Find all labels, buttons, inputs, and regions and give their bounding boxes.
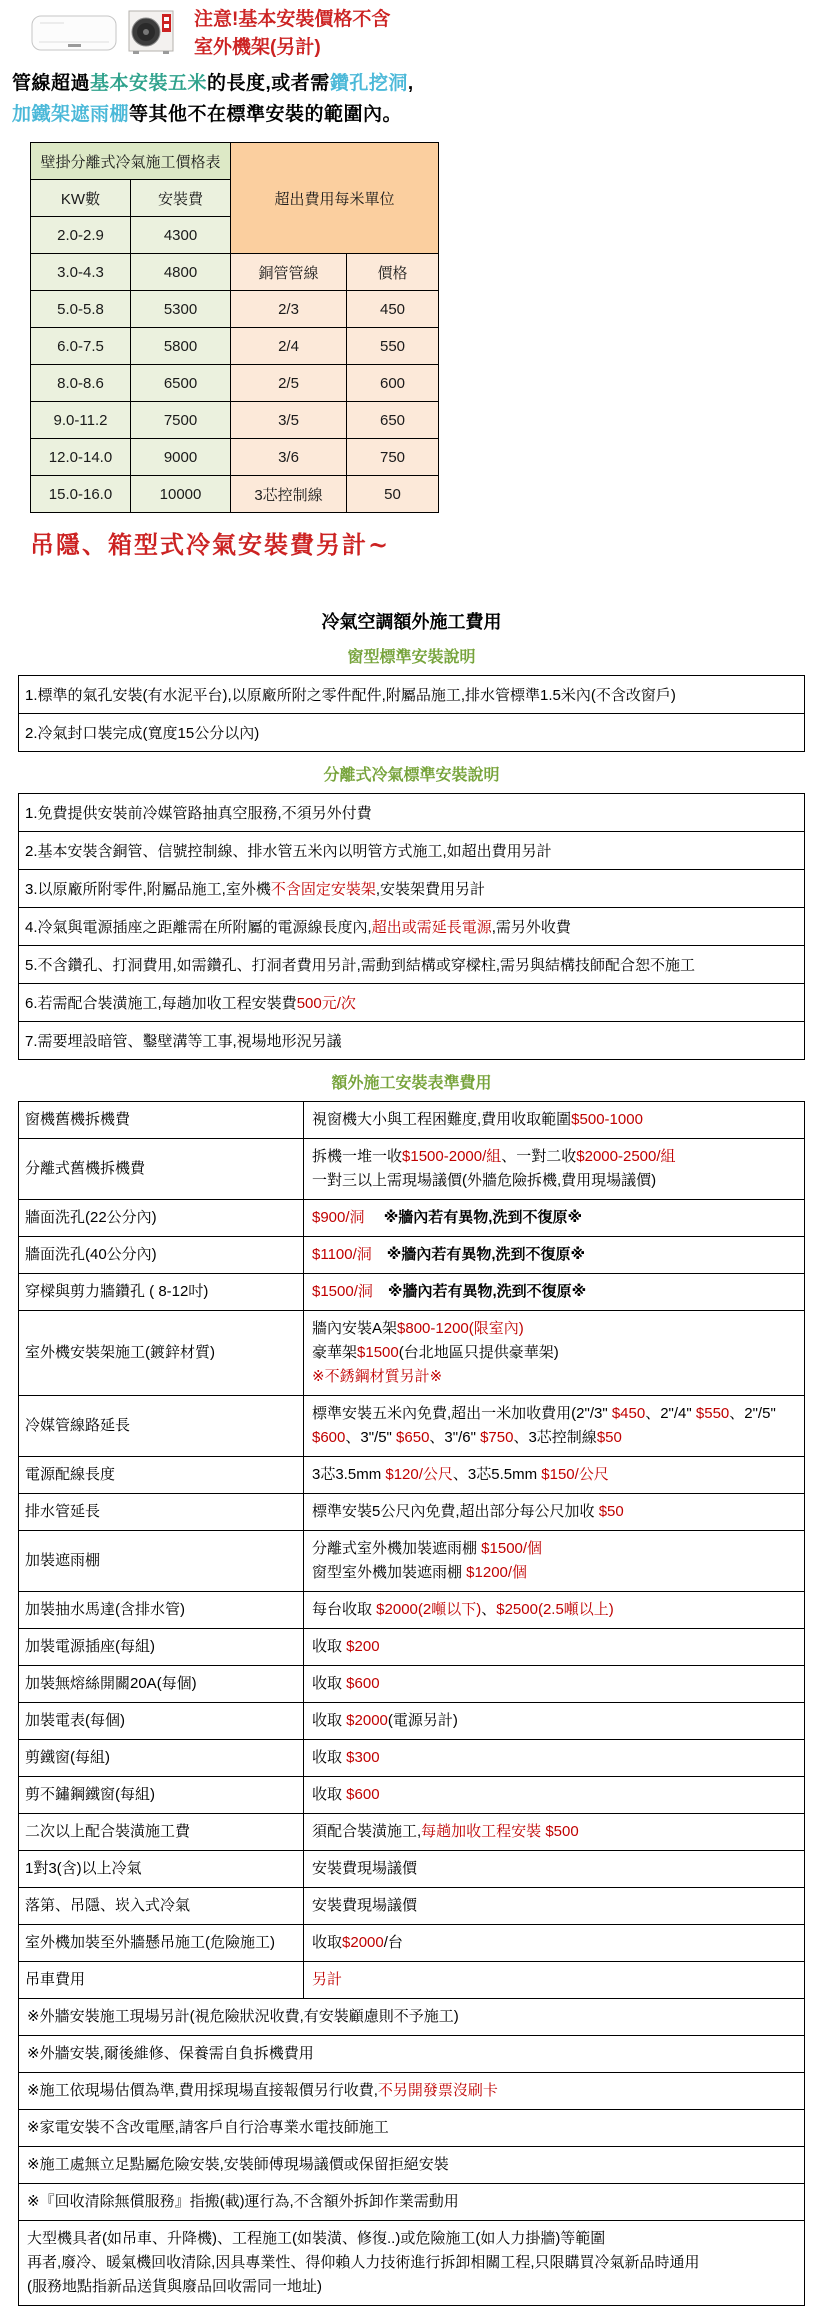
- text-segment: (電源另計): [387, 1712, 458, 1729]
- text-segment: 標準安裝5公尺內免費,超出部分每公尺加收: [312, 1503, 599, 1520]
- extra-fees-heading: 額外施工安裝表準費用: [331, 1075, 492, 1092]
- fee-value: [304, 1494, 805, 1531]
- split-install-table-body: [19, 794, 805, 1060]
- fee-row: [19, 1777, 805, 1814]
- text-segment: 標準安裝五米內免費,超出一米加收費用(2"/3": [312, 1405, 612, 1422]
- fee-value-line: [312, 1108, 796, 1132]
- fee-value-line: [312, 1968, 796, 1992]
- text-segment: ※牆內若有異物,洗到不復原※: [383, 1209, 583, 1226]
- fee-value-line: [312, 1857, 796, 1881]
- text-segment: 加鐵架遮雨棚: [12, 104, 130, 125]
- text-segment: 窗型室外機加裝遮雨棚: [312, 1564, 467, 1581]
- fee-label: 室外機安裝架施工(鍍鋅材質): [19, 1311, 304, 1396]
- text-segment: $1100/洞: [312, 1246, 372, 1263]
- wall-split-price-table: [30, 142, 439, 513]
- text-segment: /台: [383, 1934, 403, 1951]
- fee-label: 窗機舊機拆機費: [19, 1102, 304, 1139]
- fee-row: [19, 1200, 805, 1237]
- fee-row: [19, 1962, 805, 1999]
- text-segment: $50: [598, 1503, 624, 1520]
- pipe-price-cell: 600: [347, 365, 439, 402]
- extra-fees-table: [18, 1101, 805, 2306]
- installation-notice: [194, 6, 390, 62]
- text-segment: $150/公尺: [541, 1466, 609, 1483]
- text-segment: ※外牆安裝,爾後維修、保養需自負拆機費用: [27, 2045, 314, 2062]
- list-item: [19, 984, 805, 1022]
- fee-value-line: [312, 1746, 796, 1770]
- footer-line: [27, 2227, 796, 2251]
- fee-row: [19, 1814, 805, 1851]
- text-segment: 的長度,或者需: [207, 73, 330, 94]
- pipe-price-cell: 450: [347, 291, 439, 328]
- install-fee-cell: 7500: [131, 402, 231, 439]
- window-install-table: [18, 675, 805, 752]
- text-segment: $650: [396, 1429, 430, 1446]
- fee-label: 加裝抽水馬達(含排水管): [19, 1592, 304, 1629]
- pipe-price-cell: 價格: [347, 254, 439, 291]
- text-segment: $550: [695, 1405, 730, 1422]
- fee-row: [19, 1139, 805, 1200]
- text-segment: 4.冷氣與電源插座之距離需在所附屬的電源線長度內,: [25, 919, 372, 936]
- window-install-table-body: [19, 676, 805, 752]
- note-row: [19, 2110, 805, 2147]
- fee-label: 排水管延長: [19, 1494, 304, 1531]
- pipe-cell: 2/5: [231, 365, 347, 402]
- text-segment: 安裝費現場議價: [312, 1897, 418, 1914]
- price-table-row: [31, 439, 439, 476]
- text-segment: 、2"/5": [729, 1405, 776, 1422]
- text-segment: 500元/次: [296, 995, 356, 1012]
- text-segment: 收取: [312, 1675, 347, 1692]
- kw-cell: 15.0-16.0: [31, 476, 131, 513]
- fee-row: [19, 1629, 805, 1666]
- fee-value-line: [312, 1635, 796, 1659]
- pipe-cell: 3/5: [231, 402, 347, 439]
- text-segment: $800-1200(限室內): [397, 1320, 524, 1337]
- hanging-type-note: 吊隱、箱型式冷氣安裝費另計~: [30, 530, 391, 559]
- note-row: [19, 2184, 805, 2221]
- text-segment: 、一對二收: [501, 1148, 577, 1165]
- text-segment: 等其他不在標準安裝的範圍內。: [129, 104, 403, 125]
- fee-row: [19, 1457, 805, 1494]
- section-title: 冷氣空調額外施工費用: [321, 612, 502, 632]
- pipe-price-cell: 750: [347, 439, 439, 476]
- text-segment: ※施工依現場估價為準,費用採現場直接報價另行收費,: [27, 2082, 378, 2099]
- text-segment: 安裝費現場議價: [312, 1860, 418, 1877]
- fee-label: 1對3(含)以上冷氣: [19, 1851, 304, 1888]
- intro-paragraph: [0, 68, 823, 130]
- text-segment: 牆內安裝A架: [312, 1320, 398, 1337]
- text-segment: 、3"/5": [345, 1429, 397, 1446]
- fee-value-line: [312, 1561, 796, 1585]
- list-item-text: [19, 908, 805, 946]
- text-segment: 、3"/6": [429, 1429, 481, 1446]
- list-item-text: [19, 946, 805, 984]
- text-segment: $2000: [346, 1712, 388, 1729]
- fee-value-line: [312, 1341, 796, 1365]
- fee-label: 剪不鏽鋼鐵窗(每組): [19, 1777, 304, 1814]
- text-segment: ,安裝架費用另計: [375, 881, 486, 898]
- fee-value-line: [312, 1243, 796, 1267]
- fee-label: 加裝無熔絲開關20A(每個): [19, 1666, 304, 1703]
- fee-row: [19, 1703, 805, 1740]
- outdoor-unit-image: [126, 6, 178, 58]
- install-fee-cell: 10000: [131, 476, 231, 513]
- text-segment: 7.需要埋設暗管、鑿壁溝等工事,視場地形況另議: [25, 1033, 342, 1050]
- fee-value: [304, 1629, 805, 1666]
- text-segment: $450: [611, 1405, 646, 1422]
- fee-value: [304, 1396, 805, 1457]
- install-fee-cell: 9000: [131, 439, 231, 476]
- text-segment: $1500-2000/組: [402, 1148, 502, 1165]
- note-text: [19, 2073, 805, 2110]
- text-segment: 鑽孔挖洞: [329, 73, 408, 94]
- text-segment: 豪華架: [312, 1344, 358, 1361]
- text-segment: $1500/個: [481, 1540, 543, 1557]
- text-segment: 、3芯控制線: [513, 1429, 597, 1446]
- text-segment: $600: [346, 1786, 380, 1803]
- list-item-text: [19, 714, 805, 752]
- text-segment: 基本安裝五米: [90, 73, 208, 94]
- list-item: [19, 870, 805, 908]
- fee-value-line: [312, 1317, 796, 1341]
- text-segment: $300: [346, 1749, 380, 1766]
- fee-label: 室外機加裝至外牆懸吊施工(危險施工): [19, 1925, 304, 1962]
- fee-value: [304, 1274, 805, 1311]
- list-item: [19, 794, 805, 832]
- fee-label: 牆面洗孔(22公分內): [19, 1200, 304, 1237]
- text-segment: 收取: [312, 1638, 347, 1655]
- fee-value-line: [312, 1145, 796, 1169]
- fee-label: 冷媒管線路延長: [19, 1396, 304, 1457]
- fee-value: [304, 1139, 805, 1200]
- text-segment: 再者,廢冷、暖氣機回收清除,因具專業性、得仰賴人力技術進行拆卸相關工程,只限購買冷氣新品時通用: [27, 2254, 700, 2271]
- text-segment: [373, 1283, 388, 1300]
- text-segment: 、: [481, 1601, 497, 1618]
- list-item-text: [19, 1022, 805, 1060]
- price-column-header: KW數: [31, 180, 131, 217]
- text-segment: 6.若需配合裝潢施工,每趟加收工程安裝費: [25, 995, 297, 1012]
- text-segment: 每趟加收工程安裝 $500: [421, 1823, 579, 1840]
- fee-value: [304, 1311, 805, 1396]
- fee-row: [19, 1494, 805, 1531]
- fee-value-line: [312, 1402, 796, 1450]
- text-segment: 另計: [312, 1971, 343, 1988]
- footer-line: [27, 2275, 796, 2299]
- text-segment: 2.冷氣封口裝完成(寬度15公分以內): [25, 725, 260, 742]
- fee-label: 加裝電表(每個): [19, 1703, 304, 1740]
- fee-value-line: [312, 1500, 796, 1524]
- text-segment: 大型機具者(如吊車、升降機)、工程施工(如裝潢、修復..)或危險施工(如人力掛牆)等範圍: [27, 2230, 606, 2247]
- fee-label: 分離式舊機拆機費: [19, 1139, 304, 1200]
- fee-value: [304, 1666, 805, 1703]
- text-segment: $120/公尺: [385, 1466, 453, 1483]
- fee-value: [304, 1200, 805, 1237]
- kw-cell: 12.0-14.0: [31, 439, 131, 476]
- fee-value: [304, 1740, 805, 1777]
- price-table-body: [31, 143, 439, 513]
- text-segment: [372, 1246, 387, 1263]
- pipe-price-cell: 550: [347, 328, 439, 365]
- text-segment: 1.標準的氣孔安裝(有水泥平台),以原廠所附之零件配件,附屬品施工,排水管標準1.5米內(不含改窗戶): [25, 687, 676, 704]
- price-column-header: 安裝費: [131, 180, 231, 217]
- text-segment: 不另開發票沒刷卡: [377, 2082, 498, 2099]
- note-row: [19, 2036, 805, 2073]
- fee-value-line: [312, 1463, 796, 1487]
- fee-row: [19, 1666, 805, 1703]
- product-images: [30, 6, 178, 58]
- footer-line: [27, 2251, 796, 2275]
- install-fee-cell: 6500: [131, 365, 231, 402]
- text-segment: ※牆內若有異物,洗到不復原※: [387, 1283, 587, 1300]
- text-segment: 分離式室外機加裝遮雨棚: [312, 1540, 482, 1557]
- notice-line-2: 室外機架(另計): [194, 37, 321, 58]
- text-segment: ,: [407, 73, 414, 94]
- fee-row: [19, 1102, 805, 1139]
- fee-value-line: [312, 1783, 796, 1807]
- fee-label: 剪鐵窗(每組): [19, 1740, 304, 1777]
- list-item-text: [19, 870, 805, 908]
- price-table-row: [31, 476, 439, 513]
- text-segment: 、2"/4": [645, 1405, 696, 1422]
- text-segment: 3芯3.5mm: [312, 1466, 386, 1483]
- note-row: [19, 1999, 805, 2036]
- fee-value-line: [312, 1206, 796, 1230]
- note-text: [19, 1999, 805, 2036]
- text-segment: ※不銹鋼材質另計※: [312, 1368, 443, 1385]
- header-section: [0, 6, 823, 62]
- note-row: [19, 2073, 805, 2110]
- text-segment: 視窗機大小與工程困難度,費用收取範圍: [312, 1111, 572, 1128]
- text-segment: ※外牆安裝施工現場另計(視危險狀況收費,有安裝顧慮則不予施工): [27, 2008, 459, 2025]
- price-table-row: [31, 254, 439, 291]
- fee-value-line: [312, 1537, 796, 1561]
- fee-value-line: [312, 1365, 796, 1389]
- window-install-heading: 窗型標準安裝說明: [347, 649, 476, 666]
- text-segment: $900/洞: [312, 1209, 365, 1226]
- text-segment: $200: [346, 1638, 380, 1655]
- install-fee-cell: 5300: [131, 291, 231, 328]
- fee-row: [19, 1592, 805, 1629]
- fee-value: [304, 1888, 805, 1925]
- text-segment: 不含固定安裝架: [270, 881, 376, 898]
- notice-line-1: 注意!基本安裝價格不含: [194, 9, 391, 30]
- text-segment: ※牆內若有異物,洗到不復原※: [386, 1246, 586, 1263]
- list-item: [19, 714, 805, 752]
- fee-row: [19, 1740, 805, 1777]
- text-segment: 5.不含鑽孔、打洞費用,如需鑽孔、打洞者費用另計,需動到結構或穿樑柱,需另與結構技師配合恕不施工: [25, 957, 696, 974]
- text-segment: $50: [596, 1429, 622, 1446]
- kw-cell: 6.0-7.5: [31, 328, 131, 365]
- split-install-heading: 分離式冷氣標準安裝說明: [323, 767, 500, 784]
- pipe-price-cell: 650: [347, 402, 439, 439]
- fee-value: [304, 1102, 805, 1139]
- fee-value-line: [312, 1894, 796, 1918]
- price-table-row: [31, 328, 439, 365]
- pipe-cell: 3/6: [231, 439, 347, 476]
- text-segment: 拆機一堆一收: [312, 1148, 403, 1165]
- fee-label: 加裝電源插座(每組): [19, 1629, 304, 1666]
- text-segment: 管線超過: [12, 73, 91, 94]
- text-segment: 收取: [312, 1786, 347, 1803]
- fee-value-line: [312, 1820, 796, 1844]
- fee-value: [304, 1237, 805, 1274]
- list-item: [19, 832, 805, 870]
- pipe-cell: 銅管管線: [231, 254, 347, 291]
- fee-value-line: [312, 1709, 796, 1733]
- fee-label: 吊車費用: [19, 1962, 304, 1999]
- text-segment: 收取: [312, 1712, 347, 1729]
- fee-value-line: [312, 1672, 796, 1696]
- fee-row: [19, 1888, 805, 1925]
- text-segment: 2.基本安裝含銅管、信號控制線、排水管五米內以明管方式施工,如超出費用另計: [25, 843, 552, 860]
- indoor-unit-image: [30, 10, 118, 58]
- list-item-text: [19, 794, 805, 832]
- fee-value-line: [312, 1280, 796, 1304]
- list-item-text: [19, 984, 805, 1022]
- text-segment: $500-1000: [571, 1111, 643, 1128]
- text-segment: $1500/洞: [312, 1283, 373, 1300]
- text-segment: 須配合裝潢施工,: [312, 1823, 422, 1840]
- fee-row: [19, 1396, 805, 1457]
- list-item: [19, 676, 805, 714]
- kw-cell: 5.0-5.8: [31, 291, 131, 328]
- list-item: [19, 908, 805, 946]
- text-segment: 每台收取: [312, 1601, 377, 1618]
- fee-label: 穿樑與剪力牆鑽孔 ( 8-12吋): [19, 1274, 304, 1311]
- footer-row: [19, 2221, 805, 2306]
- price-table-row: [31, 291, 439, 328]
- fee-row: [19, 1274, 805, 1311]
- text-segment: ※家電安裝不含改電壓,請客戶自行洽專業水電技師施工: [27, 2119, 389, 2136]
- split-install-table: [18, 793, 805, 1060]
- fee-value: [304, 1925, 805, 1962]
- note-text: [19, 2036, 805, 2073]
- fee-value: [304, 1531, 805, 1592]
- text-segment: $600: [312, 1429, 346, 1446]
- install-fee-cell: 4300: [131, 217, 231, 254]
- pipe-price-cell: 50: [347, 476, 439, 513]
- fee-row: [19, 1851, 805, 1888]
- text-segment: 收取: [312, 1749, 347, 1766]
- text-segment: ※施工處無立足點屬危險安裝,安裝師傅現場議價或保留拒絕安裝: [27, 2156, 449, 2173]
- fee-value: [304, 1777, 805, 1814]
- text-segment: ,需另外收費: [491, 919, 571, 936]
- text-segment: ※『回收清除無償服務』指搬(載)運行為,不含額外拆卸作業需動用: [27, 2193, 459, 2210]
- intro-line-2: [12, 99, 823, 130]
- text-segment: $1500: [357, 1344, 399, 1361]
- fee-value: [304, 1592, 805, 1629]
- kw-cell: 2.0-2.9: [31, 217, 131, 254]
- fee-value: [304, 1814, 805, 1851]
- text-segment: 一對三以上需現場議價(外牆危險拆機,費用現場議價): [312, 1172, 657, 1189]
- fee-value-line: [312, 1598, 796, 1622]
- kw-cell: 3.0-4.3: [31, 254, 131, 291]
- fee-label: 牆面洗孔(40公分內): [19, 1237, 304, 1274]
- pipe-cell: 2/4: [231, 328, 347, 365]
- text-segment: $2000(2噸以下): [376, 1601, 482, 1618]
- fee-row: [19, 1237, 805, 1274]
- text-segment: $2000-2500/組: [576, 1148, 676, 1165]
- extra-fees-table-body: [19, 1102, 805, 2306]
- text-segment: $2000: [342, 1934, 384, 1951]
- fee-row: [19, 1925, 805, 1962]
- text-segment: (台北地區只提供豪華架): [398, 1344, 559, 1361]
- price-table-title-row: [31, 143, 439, 180]
- over-fee-header: 超出費用每米單位: [231, 143, 439, 254]
- fee-value-line: [312, 1169, 796, 1193]
- install-fee-cell: 5800: [131, 328, 231, 365]
- fee-label: 加裝遮雨棚: [19, 1531, 304, 1592]
- text-segment: 1.免費提供安裝前冷媒管路抽真空服務,不須另外付費: [25, 805, 372, 822]
- fee-row: [19, 1311, 805, 1396]
- price-table-title: 壁掛分離式冷氣施工價格表: [31, 143, 231, 180]
- list-item-text: [19, 676, 805, 714]
- text-segment: 收取: [312, 1934, 343, 1951]
- pipe-cell: 3芯控制線: [231, 476, 347, 513]
- note-text: [19, 2110, 805, 2147]
- note-text: [19, 2184, 805, 2221]
- fee-label: 落第、吊隱、崁入式冷氣: [19, 1888, 304, 1925]
- fee-value: [304, 1962, 805, 1999]
- kw-cell: 8.0-8.6: [31, 365, 131, 402]
- fee-label: 二次以上配合裝潢施工費: [19, 1814, 304, 1851]
- text-segment: [365, 1209, 384, 1226]
- note-text: [19, 2147, 805, 2184]
- install-fee-cell: 4800: [131, 254, 231, 291]
- price-table-row: [31, 365, 439, 402]
- list-item: [19, 946, 805, 984]
- fee-row: [19, 1531, 805, 1592]
- footer-text: [19, 2221, 805, 2306]
- list-item: [19, 1022, 805, 1060]
- fee-value: [304, 1703, 805, 1740]
- text-segment: (服務地點指新品送貨與廢品回收需同一地址): [27, 2278, 322, 2295]
- fee-value: [304, 1851, 805, 1888]
- price-table-row: [31, 402, 439, 439]
- text-segment: 超出或需延長電源: [371, 919, 492, 936]
- kw-cell: 9.0-11.2: [31, 402, 131, 439]
- intro-line-1: [12, 68, 823, 99]
- text-segment: $600: [346, 1675, 380, 1692]
- pipe-cell: 2/3: [231, 291, 347, 328]
- text-segment: $2500(2.5噸以上): [496, 1601, 614, 1618]
- note-row: [19, 2147, 805, 2184]
- text-segment: 3.以原廠所附零件,附屬品施工,室外機: [25, 881, 271, 898]
- text-segment: 、3芯5.5mm: [452, 1466, 542, 1483]
- fee-label: 電源配線長度: [19, 1457, 304, 1494]
- text-segment: $1200/個: [466, 1564, 528, 1581]
- text-segment: $750: [480, 1429, 514, 1446]
- list-item-text: [19, 832, 805, 870]
- fee-value: [304, 1457, 805, 1494]
